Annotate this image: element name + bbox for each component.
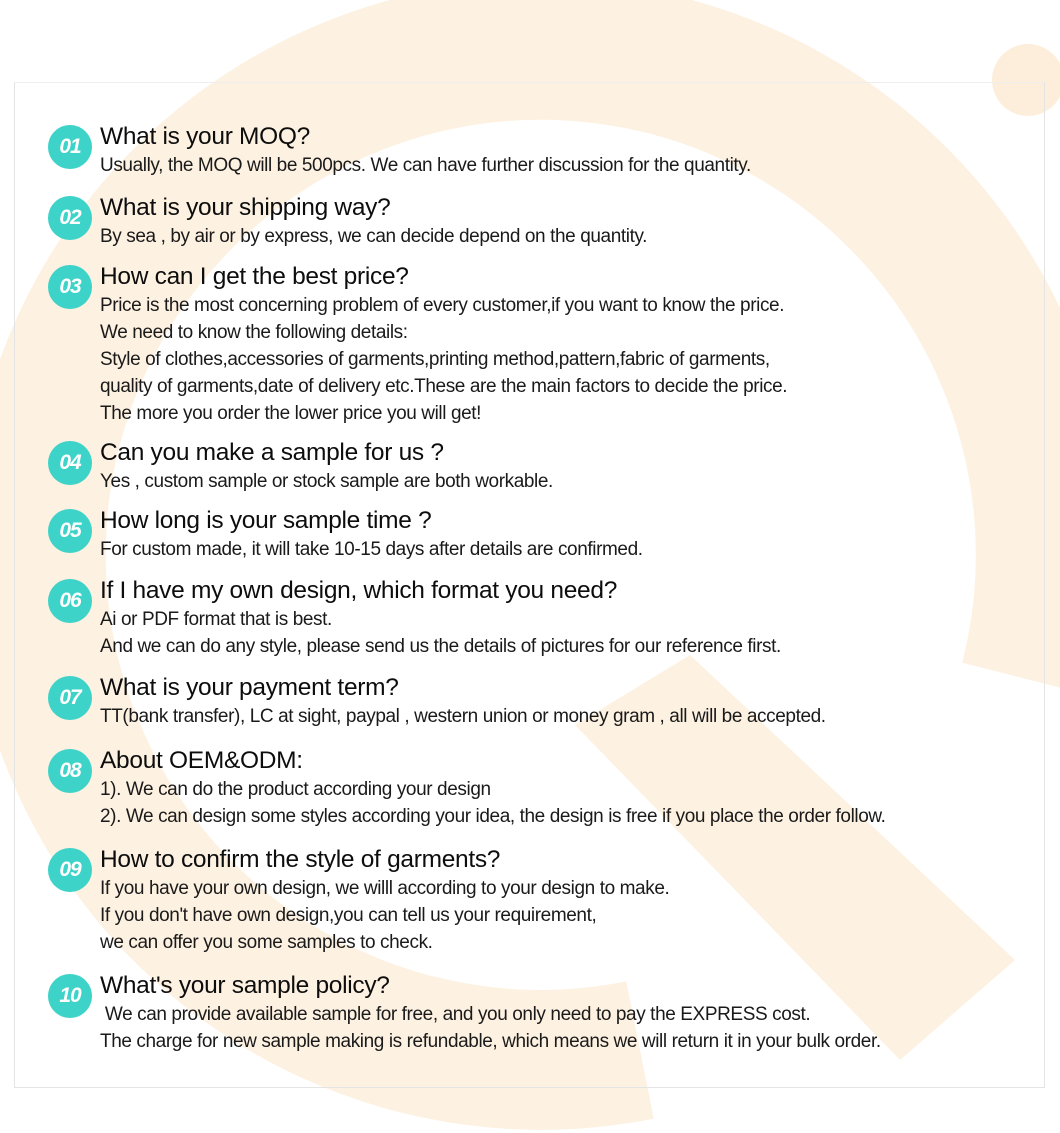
faq-question: What is your payment term?: [100, 674, 399, 701]
faq-answer: By sea , by air or by express, we can decide depend on the quantity.: [100, 226, 648, 247]
faq-question: How to confirm the style of garments?: [100, 846, 501, 873]
number-badge: 09: [48, 848, 92, 892]
faq-answer: We can provide available sample for free, and you only need to pay the EXPRESS cost. The charge for new sample making is refundable, which means we will return it in your bulk order.: [100, 1004, 881, 1052]
faq-question: What's your sample policy?: [100, 972, 390, 999]
number-badge: 02: [48, 196, 92, 240]
faq-answer: 1). We can do the product according your design 2). We can design some styles according your idea, the design is free if you place the order follow.: [100, 779, 886, 827]
faq-question: If I have my own design, which format you need?: [100, 577, 618, 604]
number-badge: 04: [48, 441, 92, 485]
faq-question: About OEM&ODM:: [100, 747, 303, 774]
faq-question: What is your MOQ?: [100, 123, 311, 150]
faq-answer: Yes , custom sample or stock sample are both workable.: [100, 471, 553, 492]
number-badge: 06: [48, 579, 92, 623]
faq-answer: Usually, the MOQ will be 500pcs. We can have further discussion for the quantity.: [100, 155, 751, 176]
faq-answer: If you have your own design, we willl according to your design to make. If you don't have own design,you can tell us your requirement, we can offer you some samples to check.: [100, 878, 670, 953]
faq-answer: Price is the most concerning problem of every customer,if you want to know the price. We need to know the following details: Style of clothes,accessories of garments,printing method,pattern,fabric of garments, quality of garments,date of delivery etc.These are the main factors to decide the price. The more you order the lower price you will get!: [100, 295, 788, 424]
faq-question: How can I get the best price?: [100, 263, 409, 290]
number-badge: 08: [48, 749, 92, 793]
number-badge: 10: [48, 974, 92, 1018]
faq-answer: TT(bank transfer), LC at sight, paypal , western union or money gram , all will be accepted.: [100, 706, 826, 727]
number-badge: 05: [48, 509, 92, 553]
number-badge: 01: [48, 125, 92, 169]
faq-question: Can you make a sample for us ?: [100, 439, 444, 466]
faq-answer: For custom made, it will take 10-15 days after details are confirmed.: [100, 539, 643, 560]
number-badge: 07: [48, 676, 92, 720]
faq-question: How long is your sample time ?: [100, 507, 432, 534]
faq-answer: Ai or PDF format that is best. And we can do any style, please send us the details of pictures for our reference first.: [100, 609, 781, 657]
faq-question: What is your shipping way?: [100, 194, 391, 221]
number-badge: 03: [48, 265, 92, 309]
